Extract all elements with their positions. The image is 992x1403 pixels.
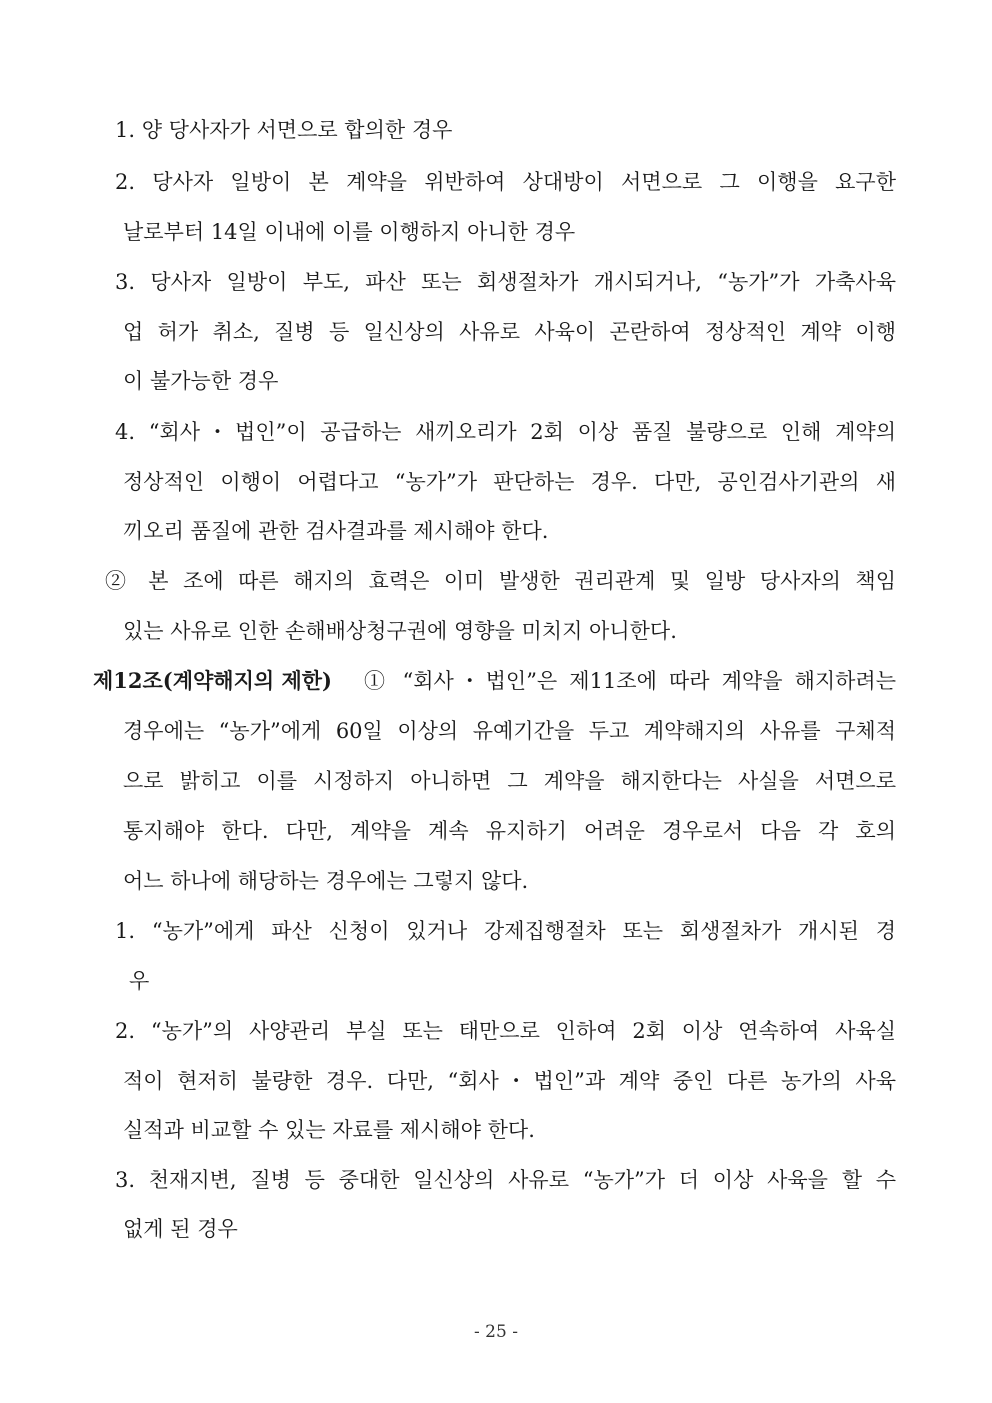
clause-item-4-cont: 정상적인 이행이 어렵다고 “농가”가 판단하는 경우. 다만, 공인검사기관의 새 [123, 470, 896, 494]
article-12-first-line [93, 668, 896, 694]
article-12-item-1-cont: 우 [129, 969, 150, 993]
clause-item-3-cont: 이 불가능한 경우 [123, 369, 279, 393]
article-12-item-1: 1. “농가”에게 파산 신청이 있거나 강제집행절차 또는 회생절차가 개시된 경 [115, 919, 896, 943]
article-12-item-3-cont: 없게 된 경우 [123, 1217, 238, 1241]
article-heading: 제12조(계약해지의 제한) [93, 668, 332, 693]
clause-item-4-cont: 끼오리 품질에 관한 검사결과를 제시해야 한다. [123, 519, 549, 543]
paragraph-2: ② 본 조에 따른 해지의 효력은 이미 발생한 권리관계 및 일방 당사자의 책임 [105, 569, 896, 593]
clause-item-1: 1. 양 당사자가 서면으로 합의한 경우 [115, 118, 453, 142]
clause-item-3-cont: 업 허가 취소, 질병 등 일신상의 사유로 사육이 곤란하여 정상적인 계약 이행 [123, 320, 896, 344]
article-12-cont: 어느 하나에 해당하는 경우에는 그렇지 않다. [123, 869, 529, 893]
article-12-item-3: 3. 천재지변, 질병 등 중대한 일신상의 사유로 “농가”가 더 이상 사육을 할 수 [115, 1168, 896, 1192]
article-12-item-2: 2. “농가”의 사양관리 부실 또는 태만으로 인하여 2회 이상 연속하여 사육실 [115, 1019, 896, 1043]
clause-item-4: 4. “회사・법인”이 공급하는 새끼오리가 2회 이상 품질 불량으로 인해 계약의 [115, 420, 896, 444]
page-number: - 25 - [474, 1322, 518, 1342]
article-12-paragraph-1: ① “회사・법인”은 제11조에 따라 계약을 해지하려는 [364, 669, 896, 693]
paragraph-2-cont: 있는 사유로 인한 손해배상청구권에 영향을 미치지 아니한다. [123, 619, 677, 643]
article-12-cont: 으로 밝히고 이를 시정하지 아니하면 그 계약을 해지한다는 사실을 서면으로 [123, 769, 896, 793]
clause-item-2: 2. 당사자 일방이 본 계약을 위반하여 상대방이 서면으로 그 이행을 요구한 [115, 170, 896, 194]
article-12-item-2-cont: 실적과 비교할 수 있는 자료를 제시해야 한다. [123, 1118, 535, 1142]
clause-item-2-cont: 날로부터 14일 이내에 이를 이행하지 아니한 경우 [123, 220, 576, 244]
article-12-cont: 통지해야 한다. 다만, 계약을 계속 유지하기 어려운 경우로서 다음 각 호의 [123, 819, 896, 843]
article-12-item-2-cont: 적이 현저히 불량한 경우. 다만, “회사・법인”과 계약 중인 다른 농가의 사육 [123, 1069, 896, 1093]
article-12-cont: 경우에는 “농가”에게 60일 이상의 유예기간을 두고 계약해지의 사유를 구체적 [123, 719, 896, 743]
clause-item-3: 3. 당사자 일방이 부도, 파산 또는 회생절차가 개시되거나, “농가”가 가축사육 [115, 270, 896, 294]
